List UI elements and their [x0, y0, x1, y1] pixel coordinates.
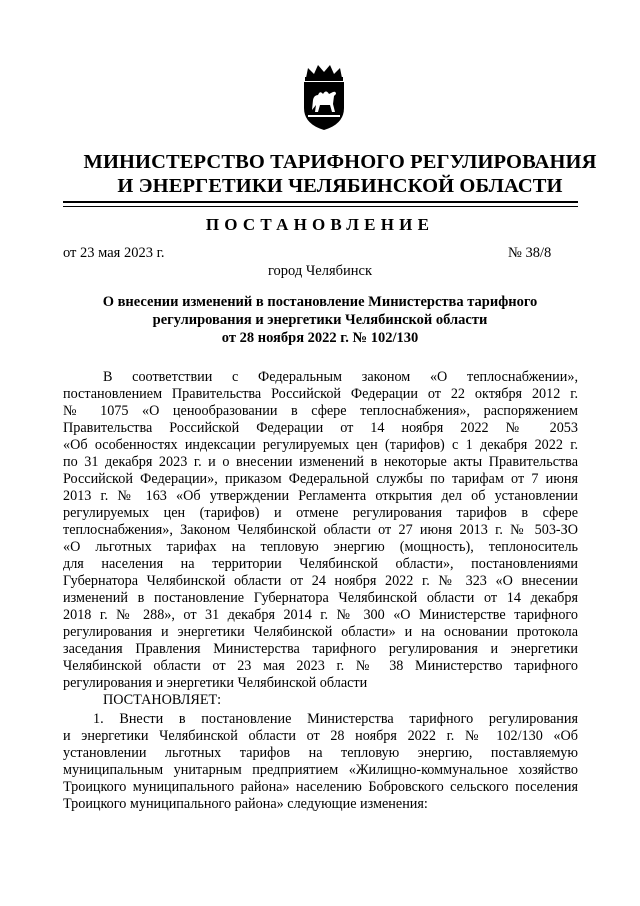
- body-line: В соответствии с Федеральным законом «О теплоснабжении»,: [103, 369, 578, 385]
- header-divider-thin: [63, 206, 578, 207]
- ministry-name: [40, 150, 640, 198]
- body-line: Троицкого муниципального района» следующие изменения:: [63, 796, 428, 812]
- document-date: от 23 мая 2023 г.: [63, 245, 165, 261]
- body-line: для населения на территории Челябинской области», постановлениями: [63, 556, 578, 572]
- body-line: 2013 г. № 163 «Об утверждении Регламента открытия дел об установлении: [63, 488, 578, 504]
- resolution-keyword: ПОСТАНОВЛЯЕТ:: [103, 692, 222, 708]
- body-line: заседания Правления Министерства тарифного регулирования и энергетики: [63, 641, 578, 657]
- coat-of-arms-icon: [296, 62, 352, 132]
- subject-line: О внесении изменений в постановление Министерства тарифного: [102, 294, 538, 310]
- body-line: Российской Федерации», приказом Федеральной службы по тарифам от 7 июня: [63, 471, 578, 487]
- body-line: регулирования и энергетики Челябинской области: [63, 675, 368, 691]
- document-subject: [80, 293, 560, 347]
- body-line: по 31 декабря 2023 г. и о внесении изменений в некоторые акты Правительства: [63, 454, 578, 470]
- document-city: город Челябинск: [267, 263, 373, 279]
- header-divider-thick: [63, 201, 578, 203]
- ministry-name-line2: И ЭНЕРГЕТИКИ ЧЕЛЯБИНСКОЙ ОБЛАСТИ: [117, 175, 563, 197]
- body-line: регулируемых цен (тарифов) и отмене регулирования тарифов в сфере: [63, 505, 578, 521]
- body-line: 2018 г. № 288», от 31 декабря 2014 г. № 300 «О Министерстве тарифного: [63, 607, 578, 623]
- body-line: установлении льготных тарифов на тепловую энергию, поставляемую: [63, 745, 578, 761]
- body-line: Челябинской области от 23 мая 2023 г. № 38 Министерство тарифного: [63, 658, 578, 674]
- ministry-name-line1: МИНИСТЕРСТВО ТАРИФНОГО РЕГУЛИРОВАНИЯ: [83, 151, 597, 173]
- subject-line: от 28 ноября 2022 г. № 102/130: [221, 330, 419, 346]
- subject-line: регулирования и энергетики Челябинской области: [152, 312, 488, 328]
- body-line: Губернатора Челябинской области от 24 ноября 2022 г. № 323 «О внесении: [63, 573, 578, 589]
- body-line: 1. Внести в постановление Министерства тарифного регулирования: [93, 711, 578, 727]
- body-line: постановлением Правительства Российской Федерации от 22 октября 2012 г.: [63, 386, 578, 402]
- body-line: № 1075 «О ценообразовании в сфере теплоснабжения», распоряжением: [63, 403, 578, 419]
- body-line: Правительства Российской Федерации от 14 ноября 2022 № 2053: [63, 420, 578, 436]
- body-line: теплоснабжения», Законом Челябинской области от 27 июня 2013 г. № 503-ЗО: [63, 522, 578, 538]
- body-line: «О льготных тарифах на тепловую энергию (мощность), теплоноситель: [63, 539, 578, 555]
- body-line: и энергетики Челябинской области от 28 ноября 2022 г. № 102/130 «Об: [63, 728, 578, 744]
- document-number: № 38/8: [508, 245, 552, 261]
- body-line: регулирования и энергетики Челябинской области» и на основании протокола: [63, 624, 578, 640]
- body-line: «Об особенностях индексации регулируемых цен (тарифов) с 1 декабря 2022 г.: [63, 437, 578, 453]
- document-title: ПОСТАНОВЛЕНИЕ: [205, 215, 435, 234]
- body-line: Троицкого муниципального района» населению Бобровского сельского поселения: [63, 779, 578, 795]
- body-line: изменений в постановление Губернатора Челябинской области от 14 декабря: [63, 590, 578, 606]
- body-line: муниципальным унитарным предприятием «Жилищно-коммунальное хозяйство: [63, 762, 578, 778]
